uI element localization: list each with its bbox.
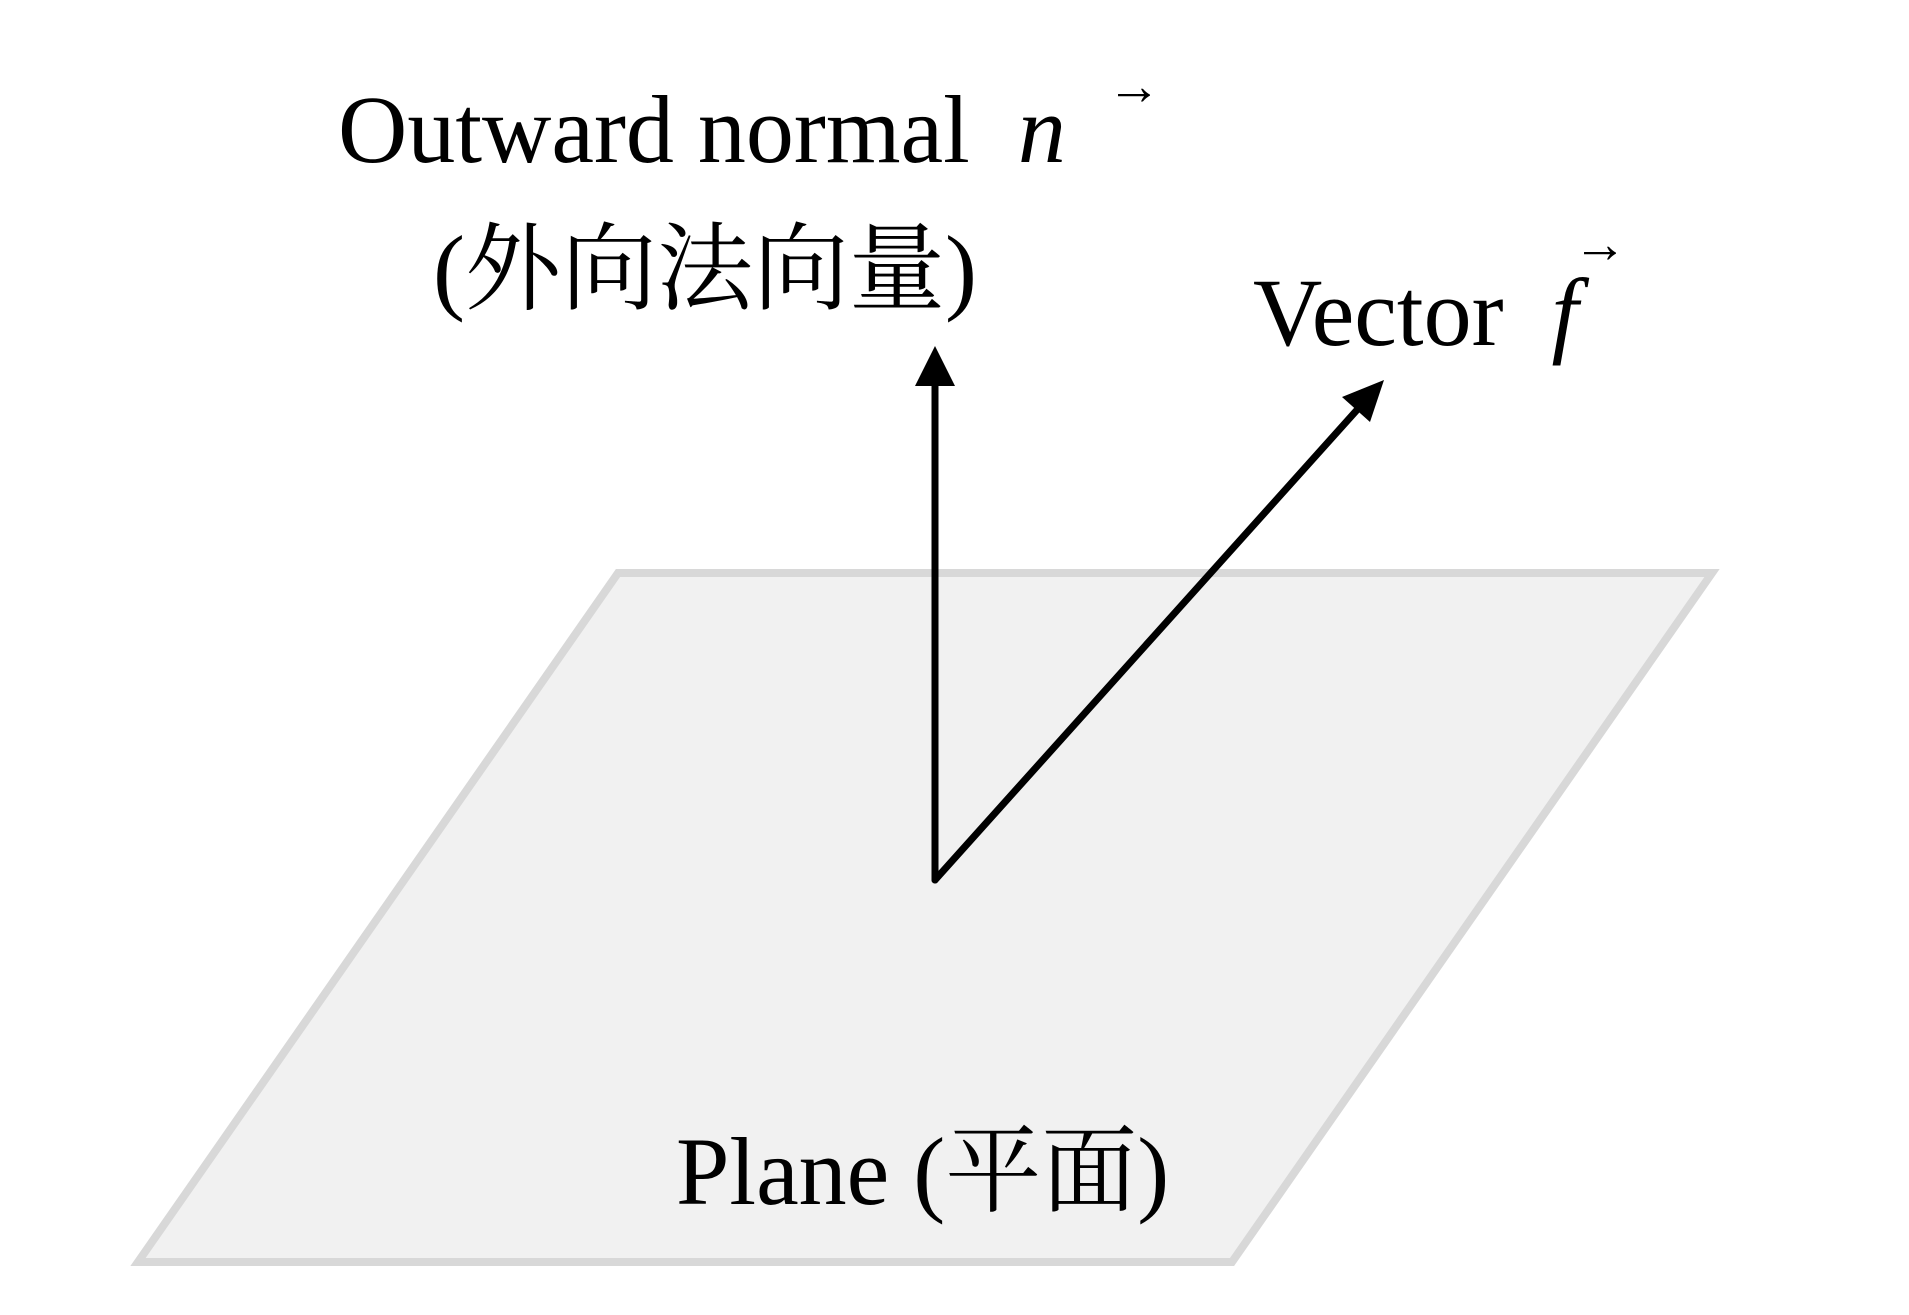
normal-label-subtitle: (外向法向量) — [433, 216, 977, 323]
normal-label — [338, 76, 1066, 183]
normal-symbol-arrow: → — [1107, 56, 1161, 116]
normal-vector-arrowhead — [915, 346, 955, 386]
vector-label-text: Vector — [1253, 259, 1504, 366]
vector-label — [1253, 259, 1590, 366]
plane-label: Plane (平面) — [676, 1118, 1170, 1225]
normal-label-text: Outward normal — [338, 76, 970, 183]
f-symbol-arrow: → — [1573, 214, 1627, 274]
normal-symbol: n — [1017, 76, 1066, 183]
f-symbol: f — [1551, 259, 1579, 366]
